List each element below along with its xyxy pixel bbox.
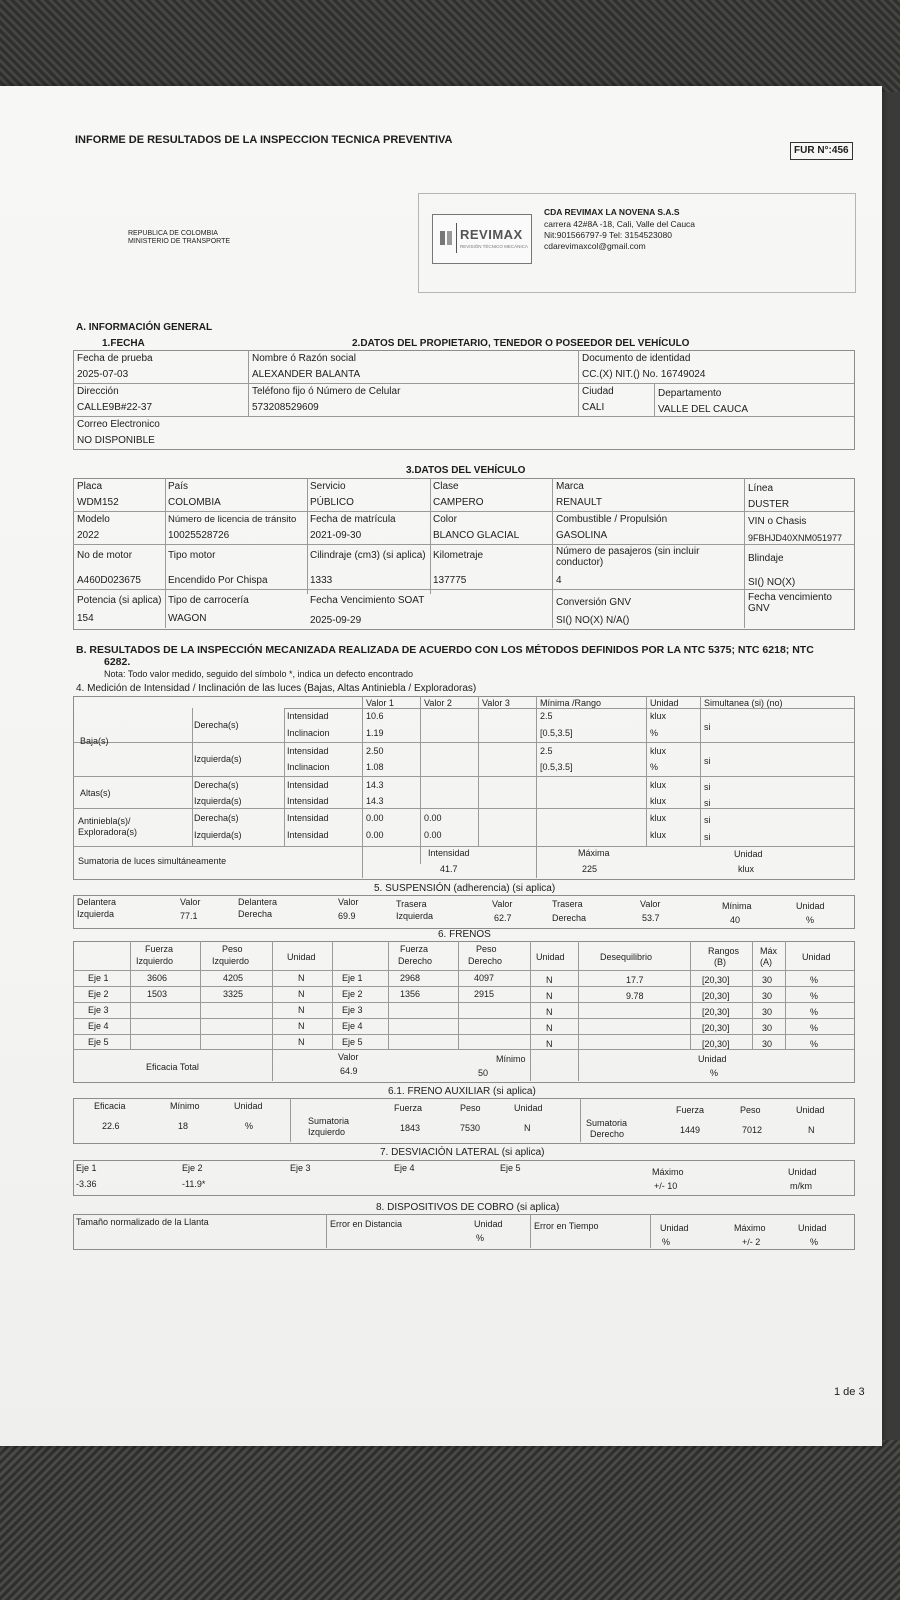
- baja-derecha-label: Derecha(s): [194, 720, 239, 730]
- aux-fuerza-der-label: Fuerza: [676, 1105, 705, 1115]
- freno-eje: Eje 5: [88, 1037, 109, 1047]
- aux-fuerza-izq-label: Fuerza: [394, 1103, 423, 1113]
- eficacia-unidad-label: Unidad: [698, 1054, 727, 1064]
- freno-max: 30: [762, 1039, 773, 1049]
- tra-izq-label-2: Izquierda: [396, 911, 434, 921]
- luces-group-exploradora: Exploradora(s): [78, 827, 138, 837]
- luces-simultanea: si: [704, 782, 711, 792]
- kilometraje-value: 137775: [433, 575, 467, 586]
- matricula-label: Fecha de matrícula: [310, 514, 396, 525]
- hdr-max-2: (A): [760, 957, 772, 967]
- departamento-value: VALLE DEL CAUCA: [658, 404, 749, 415]
- luces-simultanea: si: [704, 815, 711, 825]
- desv-unidad: m/km: [790, 1181, 812, 1191]
- carroceria-label: Tipo de carrocería: [168, 595, 249, 606]
- luces-unidad: klux: [650, 813, 667, 823]
- section-b-title-2: 6282.: [104, 656, 131, 668]
- hdr-desequilibrio: Desequilibrio: [600, 952, 653, 962]
- luces-unidad: klux: [650, 711, 667, 721]
- licencia-value: 10025528726: [168, 530, 230, 541]
- luces-title: 4. Medición de Intensidad / Inclinación de las luces (Bajas, Altas Antiniebla / Exploradoras): [76, 683, 477, 694]
- valor-label: Valor: [492, 899, 513, 909]
- altas-derecha-label: Derecha(s): [194, 780, 239, 790]
- motor-value: A460D023675: [77, 575, 141, 586]
- freno-unidad-2: N: [546, 1039, 553, 1049]
- del-izq-label-2: Izquierda: [77, 909, 115, 919]
- hdr-rangos: Rangos: [708, 946, 740, 956]
- freno-rango: [20,30]: [702, 1039, 730, 1049]
- aux-minimo-label: Mínimo: [170, 1101, 200, 1111]
- servicio-value: PÚBLICO: [310, 497, 354, 508]
- freno-unidad: N: [298, 1021, 305, 1031]
- row-type-intensidad: Intensidad: [287, 746, 329, 756]
- auxiliar-title: 6.1. FRENO AUXILIAR (si aplica): [388, 1086, 536, 1097]
- desv-maximo: +/- 10: [654, 1181, 678, 1191]
- freno-rango: [20,30]: [702, 975, 730, 985]
- logo-subtitle: REVISIÓN TÉCNICO MECÁNICA: [460, 244, 528, 249]
- color-label: Color: [433, 514, 457, 525]
- aux-unidad-der: N: [808, 1125, 815, 1135]
- luces-unidad: klux: [650, 746, 667, 756]
- aux-unidad-der-label: Unidad: [796, 1105, 825, 1115]
- cobro-error-distancia-label: Error en Distancia: [330, 1219, 403, 1229]
- desv-eje3-label: Eje 3: [290, 1163, 311, 1173]
- correo-label: Correo Electronico: [77, 419, 160, 430]
- freno-peso-izq: 3325: [223, 989, 244, 999]
- luces-value: 0.00: [366, 813, 384, 823]
- eficacia-valor-label: Valor: [338, 1052, 359, 1062]
- del-izq-label: Delantera: [77, 897, 117, 907]
- nota: Nota: Todo valor medido, seguido del símbolo *, indica un defecto encontrado: [104, 669, 414, 679]
- ciudad-label: Ciudad: [582, 386, 614, 397]
- section-b-title: B. RESULTADOS DE LA INSPECCIÓN MECANIZADA REALIZADA DE ACUERDO CON LOS MÉTODOS DEFINIDOS POR LA NTC 5375; NTC 6218; NTC: [76, 644, 814, 656]
- desv-eje2-value: -11.9*: [182, 1179, 206, 1189]
- cobro-unidad-dist-label: Unidad: [474, 1219, 503, 1229]
- freno-eje-der: Eje 3: [342, 1005, 363, 1015]
- carroceria-value: WAGON: [168, 613, 207, 624]
- freno-unidad-3: %: [810, 1023, 819, 1033]
- cobro-unidad-tiempo-label: Unidad: [660, 1223, 689, 1233]
- sumatoria-maxima-value: 225: [582, 864, 598, 874]
- luces-minima: 2.5: [540, 711, 553, 721]
- freno-peso-der: 2915: [474, 989, 495, 999]
- telefono-label: Teléfono fijo ó Número de Celular: [252, 386, 401, 397]
- luces-header-unidad: Unidad: [650, 698, 679, 708]
- luces-value: 0.00: [366, 830, 384, 840]
- correo-value: NO DISPONIBLE: [77, 435, 155, 446]
- valor-label: Valor: [640, 899, 661, 909]
- cda-nit: Nit:901566797-9 Tel: 3154523080: [544, 230, 672, 240]
- freno-peso-izq: 4205: [223, 973, 244, 983]
- freno-rango: [20,30]: [702, 1023, 730, 1033]
- combustible-label: Combustible / Propulsión: [556, 514, 668, 525]
- general-info-table: [73, 350, 855, 450]
- hdr-rangos-2: (B): [714, 957, 726, 967]
- fecha-value: 2025-07-03: [77, 369, 129, 380]
- fecha-label: Fecha de prueba: [77, 353, 153, 364]
- valor-label: Valor: [180, 897, 201, 907]
- luces-value-2: 0.00: [424, 813, 442, 823]
- aux-sum-der-label: Sumatoria: [586, 1118, 628, 1128]
- minima-label: Mínima: [722, 901, 752, 911]
- clase-label: Clase: [433, 481, 459, 492]
- color-value: BLANCO GLACIAL: [433, 530, 520, 541]
- cobro-unidad-final: %: [810, 1237, 819, 1247]
- linea-label: Línea: [748, 483, 774, 494]
- sumatoria-intensidad-label: Intensidad: [428, 848, 470, 858]
- potencia-label: Potencia (si aplica): [77, 595, 162, 606]
- sumatoria-intensidad-value: 41.7: [440, 864, 458, 874]
- linea-value: DUSTER: [748, 499, 790, 510]
- placa-label: Placa: [77, 481, 103, 492]
- freno-fuerza-der: 1356: [400, 989, 421, 999]
- aux-sum-izq-label-2: Izquierdo: [308, 1127, 346, 1137]
- freno-desequilibrio: 9.78: [626, 991, 644, 1001]
- unidad-value: %: [806, 915, 815, 925]
- page-number: 1 de 3: [834, 1386, 865, 1398]
- blindaje-value: SI() NO(X): [748, 577, 796, 588]
- republic-label: REPUBLICA DE COLOMBIA: [128, 230, 218, 237]
- freno-eje-der: Eje 2: [342, 989, 363, 999]
- modelo-label: Modelo: [77, 514, 110, 525]
- del-izq-value: 77.1: [180, 911, 198, 921]
- motor-label: No de motor: [77, 550, 133, 561]
- luces-value: 1.19: [366, 728, 384, 738]
- vin-value: 9FBHJD40XNM051977: [748, 533, 843, 543]
- luces-unidad: %: [650, 728, 659, 738]
- freno-unidad: N: [298, 1037, 305, 1047]
- cda-logo: [432, 214, 532, 264]
- unidad-label: Unidad: [796, 901, 825, 911]
- marca-label: Marca: [556, 481, 584, 492]
- luces-header-simultanea: Simultanea (si) (no): [704, 698, 783, 708]
- hdr-fuerza-der: Fuerza: [400, 944, 429, 954]
- document-page: [0, 86, 882, 1446]
- aux-fuerza-izq: 1843: [400, 1123, 421, 1133]
- del-der-label: Delantera: [238, 897, 278, 907]
- hdr-fuerza-der-2: Derecho: [398, 956, 433, 966]
- luces-simultanea: si: [704, 756, 711, 766]
- hdr-peso-der-2: Derecho: [468, 956, 503, 966]
- altas-izquierda-label: Izquierda(s): [194, 796, 242, 806]
- hdr-unidad-3: Unidad: [802, 952, 831, 962]
- luces-minima: [0.5,3.5]: [540, 762, 573, 772]
- freno-unidad-3: %: [810, 1007, 819, 1017]
- clase-value: CAMPERO: [433, 497, 484, 508]
- cda-email: cdarevimaxcol@gmail.com: [544, 241, 646, 251]
- documento-value: CC.(X) NIT.() No. 16749024: [582, 369, 706, 380]
- logo-word: REVIMAX: [460, 227, 523, 242]
- eficacia-unidad: %: [710, 1068, 719, 1078]
- antiniebla-derecha-label: Derecha(s): [194, 813, 239, 823]
- desv-unidad-label: Unidad: [788, 1167, 817, 1177]
- departamento-label: Departamento: [658, 388, 722, 399]
- desviacion-title: 7. DESVIACIÓN LATERAL (si aplica): [380, 1147, 545, 1158]
- ministry-label: MINISTERIO DE TRANSPORTE: [128, 238, 231, 245]
- tra-der-label: Trasera: [552, 899, 583, 909]
- freno-fuerza-izq: 3606: [147, 973, 168, 983]
- freno-eje-der: Eje 5: [342, 1037, 363, 1047]
- sumatoria-label: Sumatoria de luces simultáneamente: [78, 856, 227, 866]
- fecha-title: 1.FECHA: [102, 338, 145, 349]
- aux-unidad-value: %: [245, 1121, 254, 1131]
- aux-eficacia-value: 22.6: [102, 1121, 120, 1131]
- gnv-value: SI() NO(X) N/A(): [556, 615, 630, 626]
- eficacia-valor: 64.9: [340, 1066, 358, 1076]
- luces-simultanea: si: [704, 798, 711, 808]
- freno-max: 30: [762, 1007, 773, 1017]
- desv-eje1-label: Eje 1: [76, 1163, 97, 1173]
- row-type-intensidad: Intensidad: [287, 813, 329, 823]
- desv-eje1-value: -3.36: [76, 1179, 97, 1189]
- freno-unidad-3: %: [810, 991, 819, 1001]
- hdr-peso-der: Peso: [476, 944, 497, 954]
- modelo-value: 2022: [77, 530, 100, 541]
- aux-fuerza-der: 1449: [680, 1125, 701, 1135]
- aux-unidad-izq-label: Unidad: [514, 1103, 543, 1113]
- fur-number: FUR N°:456: [790, 142, 853, 160]
- blindaje-label: Blindaje: [748, 553, 784, 564]
- gnv-vencimiento-label: Fecha vencimiento GNV: [748, 592, 832, 614]
- luces-group-antiniebla: Antiniebla(s)/: [78, 816, 131, 826]
- desv-eje4-label: Eje 4: [394, 1163, 415, 1173]
- row-type-intensidad: Intensidad: [287, 711, 329, 721]
- freno-desequilibrio: 17.7: [626, 975, 644, 985]
- pais-label: País: [168, 481, 189, 492]
- freno-peso-der: 4097: [474, 973, 495, 983]
- row-type-inclinacion: Inclinacion: [287, 728, 330, 738]
- eficacia-minimo: 50: [478, 1068, 489, 1078]
- cilindraje-label: Cilindraje (cm3) (si aplica): [310, 550, 426, 561]
- row-type-intensidad: Intensidad: [287, 796, 329, 806]
- aux-sum-izq-label: Sumatoria: [308, 1116, 350, 1126]
- cobro-unidad-final-label: Unidad: [798, 1223, 827, 1233]
- combustible-value: GASOLINA: [556, 530, 608, 541]
- freno-unidad-3: %: [810, 975, 819, 985]
- tra-der-value: 53.7: [642, 913, 660, 923]
- freno-unidad: N: [298, 1005, 305, 1015]
- freno-unidad-2: N: [546, 1023, 553, 1033]
- nombre-value: ALEXANDER BALANTA: [252, 369, 361, 380]
- freno-eje: Eje 2: [88, 989, 109, 999]
- gnv-label: Conversión GNV: [556, 597, 632, 608]
- potencia-value: 154: [77, 613, 94, 624]
- sumatoria-unidad-value: klux: [738, 864, 755, 874]
- freno-eje: Eje 4: [88, 1021, 109, 1031]
- hdr-peso-izq: Peso: [222, 944, 243, 954]
- eficacia-minimo-label: Mínimo: [496, 1054, 526, 1064]
- placa-value: WDM152: [77, 497, 119, 508]
- desv-eje5-label: Eje 5: [500, 1163, 521, 1173]
- freno-unidad-2: N: [546, 1007, 553, 1017]
- freno-unidad-2: N: [546, 975, 553, 985]
- hdr-fuerza-izq: Fuerza: [145, 944, 174, 954]
- cobro-error-tiempo-label: Error en Tiempo: [534, 1221, 599, 1231]
- pasajeros-label: Número de pasajeros (sin incluir conductor): [556, 546, 700, 568]
- hdr-max: Máx: [760, 946, 778, 956]
- ciudad-value: CALI: [582, 402, 605, 413]
- luces-group-altas: Altas(s): [80, 788, 111, 798]
- desv-eje2-label: Eje 2: [182, 1163, 203, 1173]
- freno-max: 30: [762, 1023, 773, 1033]
- freno-unidad-3: %: [810, 1039, 819, 1049]
- aux-peso-izq: 7530: [460, 1123, 481, 1133]
- freno-fuerza-izq: 1503: [147, 989, 168, 999]
- nombre-label: Nombre ó Razón social: [252, 353, 356, 364]
- aux-peso-izq-label: Peso: [460, 1103, 481, 1113]
- row-type-inclinacion: Inclinacion: [287, 762, 330, 772]
- hdr-unidad-2: Unidad: [536, 952, 565, 962]
- luces-value: 10.6: [366, 711, 384, 721]
- luces-value: 14.3: [366, 780, 384, 790]
- aux-sum-der-label-2: Derecho: [590, 1129, 625, 1139]
- valor-label: Valor: [338, 897, 359, 907]
- aux-unidad-izq: N: [524, 1123, 531, 1133]
- luces-group-baja: Baja(s): [80, 736, 109, 746]
- luces-header-minima: Mínima /Rango: [540, 698, 602, 708]
- hdr-peso-izq-2: Izquierdo: [212, 956, 250, 966]
- suspension-title: 5. SUSPENSIÓN (adherencia) (si aplica): [374, 883, 556, 894]
- aux-peso-der: 7012: [742, 1125, 763, 1135]
- vehicle-title: 3.DATOS DEL VEHÍCULO: [406, 465, 526, 476]
- tipo-motor-value: Encendido Por Chispa: [168, 575, 268, 586]
- logo-emblem-icon: [439, 229, 453, 247]
- tra-izq-label: Trasera: [396, 899, 427, 909]
- luces-value: 2.50: [366, 746, 384, 756]
- luces-simultanea: si: [704, 722, 711, 732]
- luces-minima: [0.5,3.5]: [540, 728, 573, 738]
- cda-address: carrera 42#8A -18, Cali, Valle del Cauca: [544, 219, 696, 229]
- aux-eficacia-label: Eficacia: [94, 1101, 126, 1111]
- tra-izq-value: 62.7: [494, 913, 512, 923]
- luces-unidad: klux: [650, 780, 667, 790]
- hdr-unidad: Unidad: [287, 952, 316, 962]
- baja-izquierda-label: Izquierda(s): [194, 754, 242, 764]
- sumatoria-maxima-label: Máxima: [578, 848, 610, 858]
- pais-value: COLOMBIA: [168, 497, 221, 508]
- soat-label: Fecha Vencimiento SOAT: [310, 595, 425, 606]
- background-surface-bottom: [0, 1440, 900, 1600]
- freno-eje-der: Eje 1: [342, 973, 363, 983]
- tipo-motor-label: Tipo motor: [168, 550, 216, 561]
- luces-header-valor2: Valor 2: [424, 698, 452, 708]
- freno-eje: Eje 1: [88, 973, 109, 983]
- freno-eje: Eje 3: [88, 1005, 109, 1015]
- luces-minima: 2.5: [540, 746, 553, 756]
- vin-label: VIN o Chasis: [748, 516, 807, 527]
- desv-maximo-label: Máximo: [652, 1167, 684, 1177]
- row-type-intensidad: Intensidad: [287, 830, 329, 840]
- background-surface-top: [0, 0, 900, 92]
- owner-title: 2.DATOS DEL PROPIETARIO, TENEDOR O POSEEDOR DEL VEHÍCULO: [352, 338, 690, 349]
- aux-minimo-value: 18: [178, 1121, 189, 1131]
- freno-rango: [20,30]: [702, 991, 730, 1001]
- licencia-label: Número de licencia de tránsito: [168, 514, 297, 525]
- hdr-fuerza-izq-2: Izquierdo: [136, 956, 174, 966]
- freno-unidad-2: N: [546, 991, 553, 1001]
- eficacia-total-label: Eficacia Total: [146, 1062, 199, 1072]
- minima-value: 40: [730, 915, 741, 925]
- freno-fuerza-der: 2968: [400, 973, 421, 983]
- antiniebla-izquierda-label: Izquierda(s): [194, 830, 242, 840]
- freno-max: 30: [762, 975, 773, 985]
- cda-name: CDA REVIMAX LA NOVENA S.A.S: [544, 207, 680, 217]
- luces-unidad: %: [650, 762, 659, 772]
- cilindraje-value: 1333: [310, 575, 333, 586]
- section-a-title: A. INFORMACIÓN GENERAL: [76, 322, 213, 333]
- freno-eje-der: Eje 4: [342, 1021, 363, 1031]
- frenos-title: 6. FRENOS: [438, 929, 491, 940]
- telefono-value: 573208529609: [252, 402, 319, 413]
- cobro-unidad-dist: %: [476, 1233, 485, 1243]
- cobro-unidad-tiempo: %: [662, 1237, 671, 1247]
- report-title: INFORME DE RESULTADOS DE LA INSPECCION TECNICA PREVENTIVA: [75, 134, 453, 146]
- luces-header-valor1: Valor 1: [366, 698, 394, 708]
- sumatoria-unidad-label: Unidad: [734, 849, 763, 859]
- freno-unidad: N: [298, 973, 305, 983]
- marca-value: RENAULT: [556, 497, 602, 508]
- direccion-label: Dirección: [77, 386, 119, 397]
- direccion-value: CALLE9B#22-37: [77, 402, 153, 413]
- pasajeros-value: 4: [556, 575, 562, 586]
- matricula-value: 2021-09-30: [310, 530, 362, 541]
- freno-rango: [20,30]: [702, 1007, 730, 1017]
- del-der-label-2: Derecha: [238, 909, 273, 919]
- luces-simultanea: si: [704, 832, 711, 842]
- cobro-title: 8. DISPOSITIVOS DE COBRO (si aplica): [376, 1202, 560, 1213]
- row-type-intensidad: Intensidad: [287, 780, 329, 790]
- cobro-maximo-label: Máximo: [734, 1223, 766, 1233]
- documento-label: Documento de identidad: [582, 353, 691, 364]
- aux-unidad-label: Unidad: [234, 1101, 263, 1111]
- luces-value-2: 0.00: [424, 830, 442, 840]
- soat-value: 2025-09-29: [310, 615, 362, 626]
- del-der-value: 69.9: [338, 911, 356, 921]
- luces-unidad: klux: [650, 796, 667, 806]
- tra-der-label-2: Derecha: [552, 913, 587, 923]
- freno-max: 30: [762, 991, 773, 1001]
- luces-value: 1.08: [366, 762, 384, 772]
- kilometraje-label: Kilometraje: [433, 550, 484, 561]
- cobro-maximo: +/- 2: [742, 1237, 761, 1247]
- luces-unidad: klux: [650, 830, 667, 840]
- freno-unidad: N: [298, 989, 305, 999]
- cobro-llanta-label: Tamaño normalizado de la Llanta: [76, 1217, 209, 1227]
- luces-header-valor3: Valor 3: [482, 698, 510, 708]
- servicio-label: Servicio: [310, 481, 346, 492]
- aux-peso-der-label: Peso: [740, 1105, 761, 1115]
- luces-value: 14.3: [366, 796, 384, 806]
